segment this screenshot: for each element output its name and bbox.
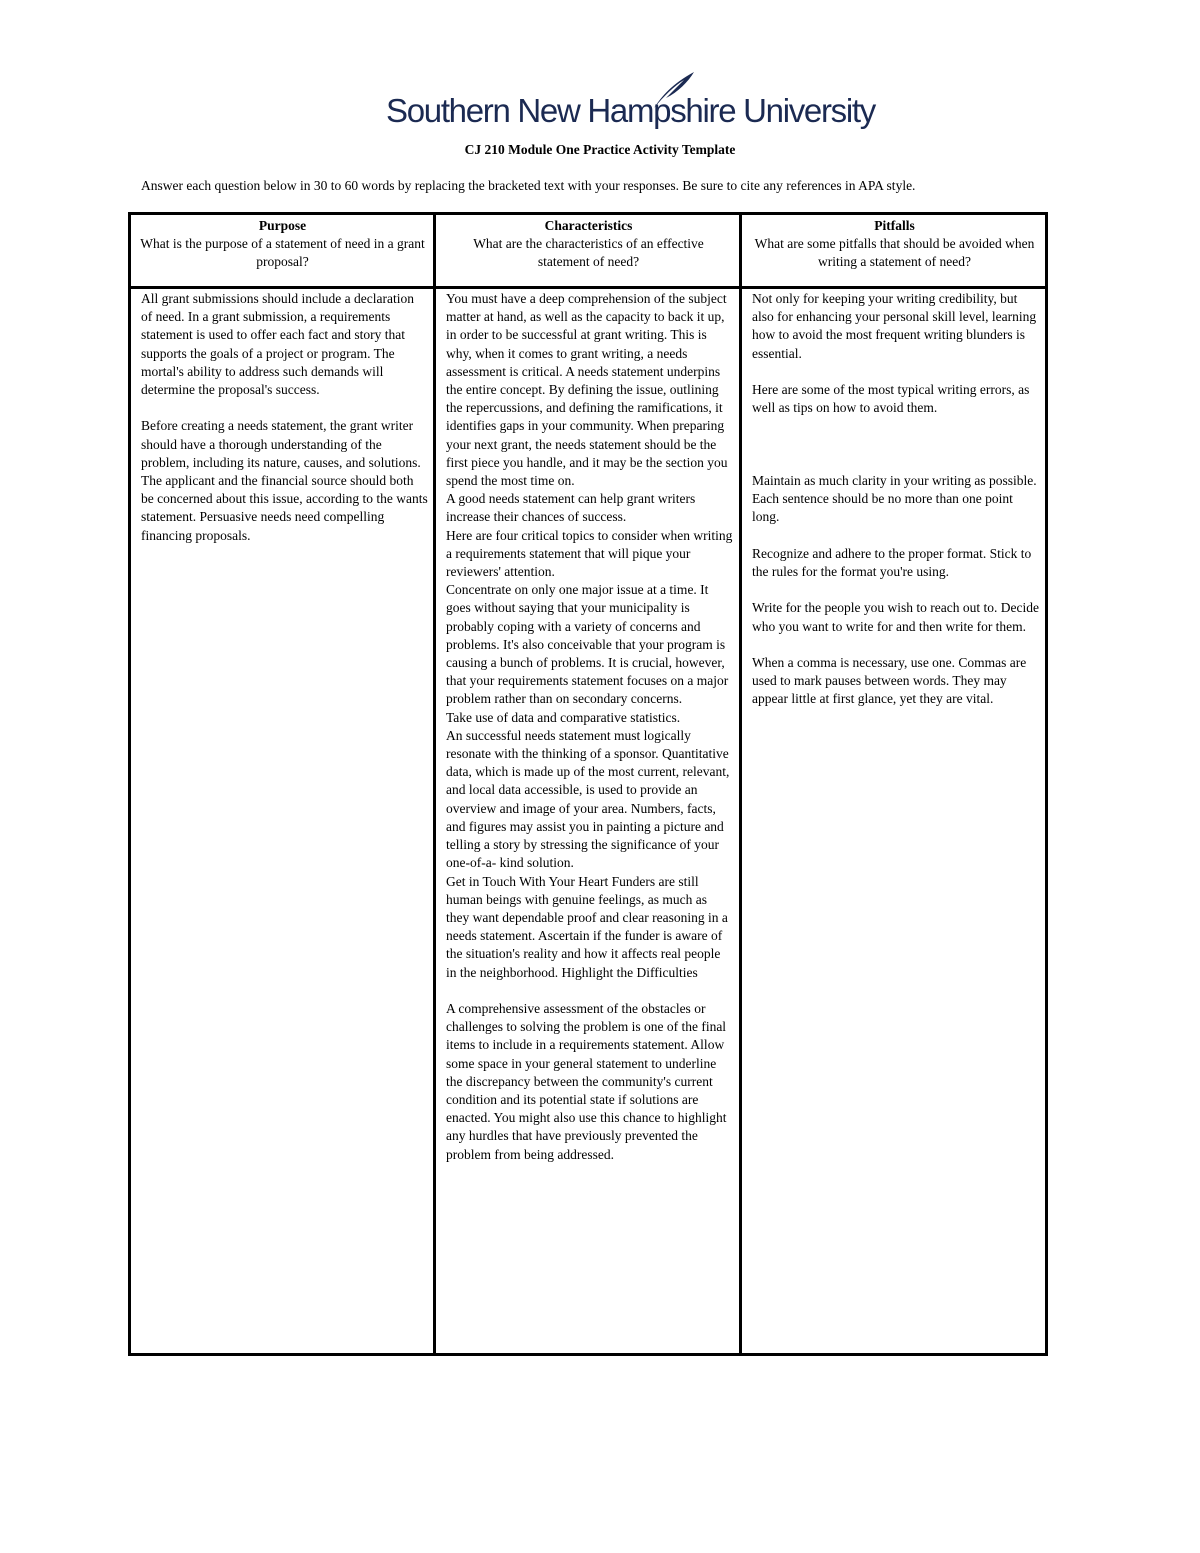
feather-quill-icon (648, 70, 698, 110)
answer-paragraph: Not only for keeping your writing credibility, but also for enhancing your personal skill level, learning how to avoid the most frequent writing blunders is essential. (752, 291, 1037, 361)
column-divider (739, 212, 742, 1356)
column-title: Pitfalls (874, 218, 915, 233)
logo-wordmark: Southern New Hampshire University (386, 92, 875, 129)
column-question: What are some pitfalls that should be avoided when writing a statement of need? (754, 236, 1035, 269)
answer-paragraph: Recognize and adhere to the proper format. Stick to the rules for the format you're using. (752, 545, 1032, 579)
answer-paragraph: A comprehensive assessment of the obstacles or challenges to solving the problem is one of the final items to include in a requirements statement. Allow some space in your general statement to underline the discrepancy between the community's current condition and its potential state if solutions are enacted. You might also use this chance to highlight any hurdles that have previously prevented the problem from being addressed. (446, 1000, 727, 1162)
column-divider (433, 212, 436, 1356)
answer-paragraph: Write for the people you wish to reach out to. Decide who you want to write for and then write for them. (752, 600, 1039, 634)
instructions-text: Answer each question below in 30 to 60 words by replacing the bracketed text with your responses. Be sure to cite any references in APA style. (141, 178, 916, 193)
answer-cell-characteristics (446, 290, 733, 1164)
answer-cell-pitfalls (752, 290, 1039, 709)
document-title: CJ 210 Module One Practice Activity Template (464, 142, 736, 157)
answer-paragraph: All grant submissions should include a declaration of need. In a grant submission, a requirements statement is used to offer each fact and story that supports the goals of a project or program. The mortal's ability to address such demands will determine the proposal's success. (141, 291, 414, 398)
university-logo (386, 70, 875, 134)
header-cell-characteristics (446, 217, 731, 271)
column-title: Characteristics (544, 218, 633, 233)
header-cell-purpose (140, 217, 425, 271)
answer-paragraph: Concentrate on only one major issue at a time. It goes without saying that your municipality is probably coping with a variety of concerns and problems. It's also conceivable that your program is causing a bunch of problems. It is crucial, however, that your requirements statement focuses on a major problem rather than on secondary concerns. (446, 582, 729, 707)
header-cell-pitfalls (752, 217, 1037, 271)
answer-paragraph: Take use of data and comparative statistics. (446, 709, 681, 725)
answer-paragraph: Get in Touch With Your Heart Funders are still human beings with genuine feelings, as much as they want dependable proof and clear reasoning in a needs statement. Ascertain if the funder is aware of the situation's reality and how it affects real people in the neighborhood. Highlight the Difficulties (446, 873, 728, 980)
column-question: What is the purpose of a statement of need in a grant proposal? (140, 236, 425, 269)
answer-paragraph: When a comma is necessary, use one. Commas are used to mark pauses between words. They may appear little at first glance, yet they are vital. (752, 654, 1027, 707)
answer-paragraph: Here are some of the most typical writing errors, as well as tips on how to avoid them. (752, 382, 1030, 416)
answer-paragraph: A good needs statement can help grant writers increase their chances of success. (446, 491, 696, 525)
answer-paragraph: Maintain as much clarity in your writing as possible. Each sentence should be no more than one point long. (752, 473, 1037, 525)
answer-paragraph: You must have a deep comprehension of the subject matter at hand, as well as the capacity to back it up, in order to be successful at grant writing. This is why, when it comes to grant writing, a needs assessment is critical. A needs statement underpins the entire concept. By defining the issue, outlining the repercussions, and defining the ramifications, it identifies gaps in your community. When preparing your next grant, the needs statement should be the first piece you handle, and it may be the section you spend the most time on. (446, 291, 728, 489)
answer-paragraph: Before creating a needs statement, the grant writer should have a thorough understanding of the problem, including its nature, causes, and solutions. The applicant and the financial source should both be concerned about this issue, according to the wants statement. Persuasive needs need compelling financing proposals. (141, 418, 428, 543)
answer-paragraph: An successful needs statement must logically resonate with the thinking of a sponsor. Quantitative data, which is made up of the most current, relevant, and local data accessible, is used to provide an overview and image of your area. Numbers, facts, and figures may assist you in painting a picture and telling a story by stressing the significance of your one-of-a- kind solution. (446, 727, 730, 871)
header-divider (128, 286, 1048, 289)
column-question: What are the characteristics of an effective statement of need? (473, 236, 704, 269)
answer-paragraph: Here are four critical topics to consider when writing a requirements statement that will pique your reviewers' attention. (446, 527, 733, 580)
column-title: Purpose (258, 218, 307, 233)
answer-cell-purpose (141, 290, 428, 545)
